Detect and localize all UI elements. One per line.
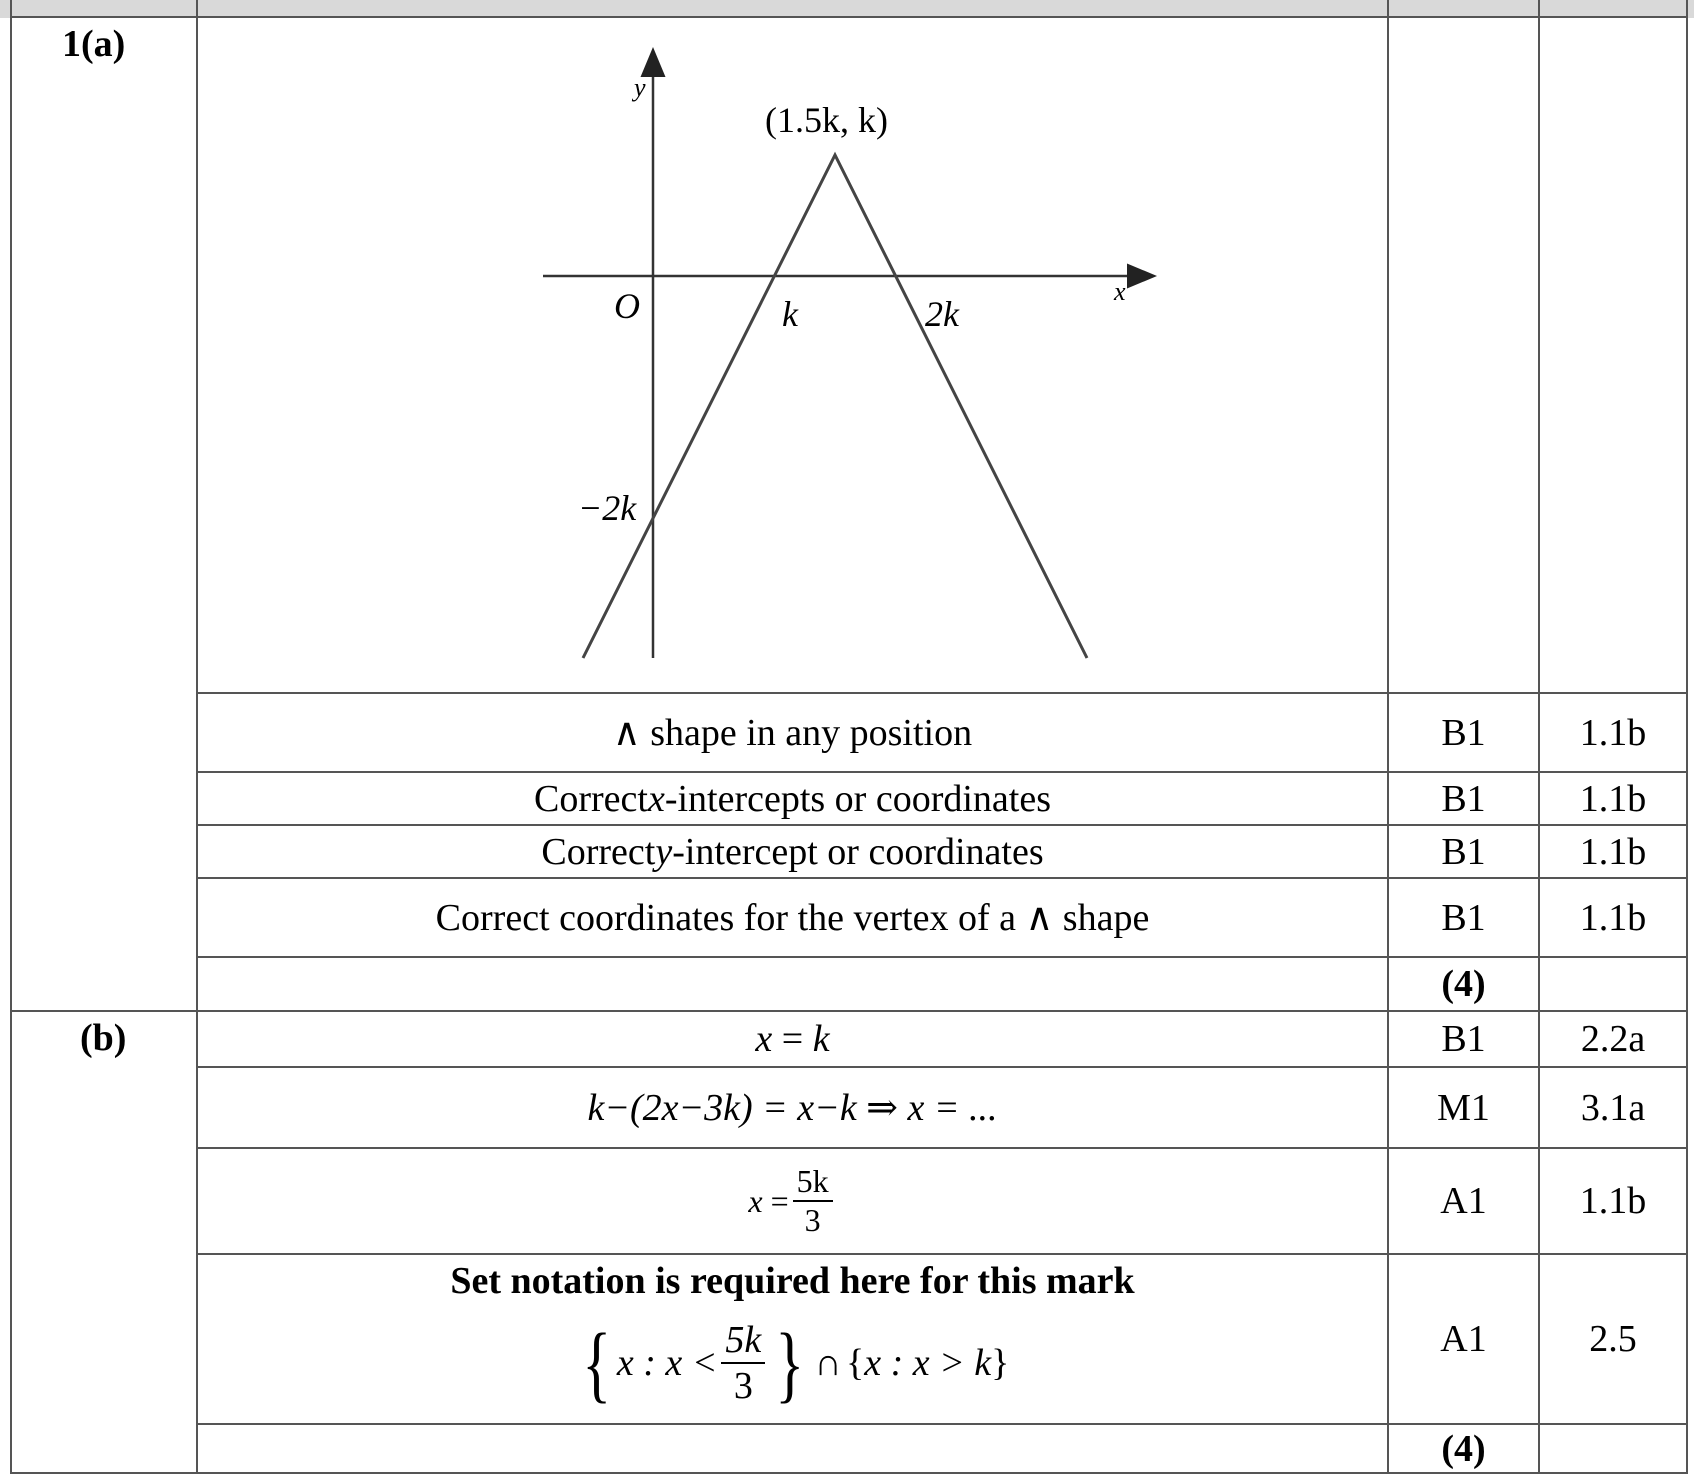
working-fraction <box>198 1149 1387 1253</box>
grid-line <box>10 0 12 1474</box>
x-intercept-k-label: k <box>782 294 798 334</box>
set-notation-note: Set notation is required here for this mark <box>450 1260 1135 1302</box>
fraction <box>721 1318 765 1408</box>
question-label-1b: (b) <box>80 1017 127 1059</box>
ao-cell: 1.1b <box>1579 777 1647 820</box>
variable-x: x <box>647 777 665 820</box>
set-left-text: x : x < <box>616 1342 718 1384</box>
vertex-label: (1.5k, k) <box>765 100 888 140</box>
working-equation: k−(2x−3k) = x−k ⇒ x = ... <box>587 1087 998 1129</box>
triangle-graph <box>520 40 1160 680</box>
fraction-numerator: 5k <box>725 1319 762 1361</box>
left-brace: { <box>846 1342 865 1384</box>
mark-cell: B1 <box>1441 830 1486 873</box>
criterion-cell <box>198 773 1387 824</box>
intersection-symbol: ∩ <box>814 1342 842 1384</box>
ao-cell: 2.2a <box>1580 1018 1646 1060</box>
ao-cell: 1.1b <box>1579 896 1647 939</box>
math-k: k <box>812 1018 830 1060</box>
criterion-text: Correct <box>533 777 648 820</box>
fraction <box>793 1163 833 1239</box>
mark-cell: B1 <box>1441 896 1486 939</box>
x-intercept-2k-label: 2k <box>925 294 959 334</box>
grid-line <box>10 16 1688 18</box>
criterion-cell: ∧ shape in any position <box>612 712 973 754</box>
criterion-cell <box>198 826 1387 877</box>
lambda-shape-line <box>583 155 1087 658</box>
ao-cell: 3.1a <box>1580 1086 1646 1129</box>
criterion-cell: Correct coordinates for the vertex of a ∧ shape <box>435 897 1150 939</box>
x-axis-label: x <box>1114 277 1126 306</box>
ao-cell: 1.1b <box>1579 830 1647 873</box>
ao-cell: 1.1b <box>1579 1180 1647 1222</box>
fraction-numerator: 5k <box>796 1163 829 1199</box>
mark-cell: B1 <box>1441 1018 1486 1060</box>
working-x-equals-k <box>198 1012 1387 1066</box>
y-intercept-label: −2k <box>578 488 637 528</box>
question-label-1a: 1(a) <box>62 23 126 65</box>
origin-label: O <box>614 286 640 326</box>
set-right-text: x : x > k <box>864 1342 992 1384</box>
mark-cell: A1 <box>1440 1318 1487 1360</box>
mark-cell: B1 <box>1441 777 1486 820</box>
right-brace: } <box>775 1315 805 1411</box>
math-equals: = <box>781 1018 804 1060</box>
y-axis-label: y <box>634 73 646 102</box>
criterion-text: -intercept or coordinates <box>672 830 1044 873</box>
right-brace: } <box>991 1342 1010 1384</box>
mark-cell: A1 <box>1440 1180 1487 1222</box>
ao-cell: 2.5 <box>1589 1318 1637 1360</box>
fraction-denominator: 3 <box>804 1202 821 1238</box>
fraction-denominator: 3 <box>733 1365 753 1407</box>
math-x: x <box>748 1182 763 1219</box>
mark-cell: M1 <box>1437 1086 1490 1129</box>
math-equals: = <box>770 1182 789 1219</box>
variable-y: y <box>655 830 673 873</box>
math-x: x <box>755 1018 773 1060</box>
left-brace: { <box>581 1315 611 1411</box>
criterion-text: Correct <box>541 830 656 873</box>
total-marks-a: (4) <box>1441 963 1486 1005</box>
set-notation-answer <box>198 1305 1387 1421</box>
mark-cell: B1 <box>1441 711 1486 754</box>
total-marks-b: (4) <box>1441 1427 1486 1470</box>
ao-cell: 1.1b <box>1579 711 1647 754</box>
criterion-text: -intercepts or coordinates <box>664 777 1051 820</box>
